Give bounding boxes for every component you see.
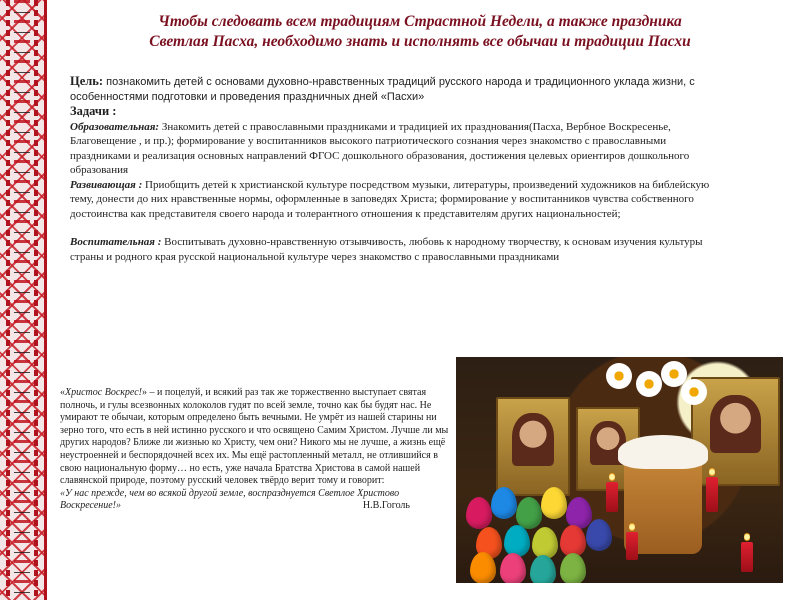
icon-face [710,395,761,453]
candle-icon [606,482,618,512]
developing-paragraph [70,178,726,222]
upbringing-text: Воспитывать духовно-нравственную отзывчивость, любовь к народному творчеству, к основам изучения культуры страны и родного края русской национальной культуре через знакомство с православными праздниками [70,236,703,263]
upbringing-paragraph [70,235,726,264]
page-title [60,12,780,52]
easter-egg-icon [530,555,556,583]
easter-egg-icon [566,497,592,529]
quote-author: Н.В.Гоголь [362,499,410,511]
quote-closing: «У нас прежде, чем во всякой другой земле, воспразднуется Светлое Христово Воскресение!» [60,487,400,512]
quote-close-mark: » [142,387,148,398]
daffodil-icon [636,371,662,397]
upbringing-label: Воспитательная : [70,236,162,248]
daffodil-icon [606,363,632,389]
easter-egg-icon [541,487,567,519]
quote-exclaim: Христос Воскрес! [65,387,143,398]
easter-egg-icon [470,552,496,583]
title-line-2: Светлая Пасха, необходимо знать и исполнять все обычаи и традиции Пасхи [149,33,691,50]
quote-open-mark: « [60,387,65,398]
easter-egg-icon [560,553,586,583]
candle-icon [741,542,753,572]
educational-label: Образовательная: [70,120,160,133]
easter-egg-icon [586,519,612,551]
easter-egg-icon [466,497,492,529]
easter-egg-icon [491,487,517,519]
developing-label: Развивающая : [70,178,143,191]
title-line-1: Чтобы следовать всем традициям Страстной Недели, а также праздника [158,13,682,30]
gogol-quote [60,387,455,513]
educational-text: Знакомить детей с православными праздниками и традицией их празднования(Пасха, Вербное Воскресенье, Благовещение , и пр.); формирование у воспитанников высокого патриотического сознания через знакомство с православными праздниками и реализация основных направлений ФГОС дошкольного образования, достижения целевых ориентиров дошкольного образования [70,120,690,176]
easter-photo [456,357,783,583]
goal-text: познакомить детей с основами духовно-нравственных традиций русского народа и традиционного уклада жизни, с особенностями подготовки и проведения праздничных дней «Пасхи» [70,76,695,103]
easter-egg-icon [504,525,530,557]
easter-egg-icon [516,497,542,529]
icon-face [512,413,554,465]
developing-text: Приобщить детей к христианской культуре посредством музыки, литературы, произведений художников на библейскую тему, донести до них нравственные нормы, оформленные в заповедях Христа; формирование у воспитанников чувства собственного достоинства как представителя своего народа и толерантного отношения к представителям других национальностей; [70,178,710,220]
goal-paragraph [70,74,726,104]
tasks-label: Задачи : [70,104,117,118]
spacer [70,221,726,235]
easter-egg-icon [532,527,558,559]
educational-paragraph [70,120,726,178]
candle-icon [626,532,638,560]
tasks-heading [70,104,726,120]
easter-egg-icon [500,553,526,583]
goal-label: Цель: [70,74,104,88]
side-ornament [0,0,47,600]
ornament-band [14,0,30,600]
quote-text: – и поцелуй, и всякий раз так же торжественно выступает святая полночь, и гулы всезвонных колоколов гудят по всей земле, точно как бы будят нас. Не умирают те обычаи, которым определено быть вечными. Не умрёт из нашей старины ни зерно того, что есть в ней истинно русского и что освящено Самим Христом. Лучше ли мы других народов? Ближе ли жизнью ко Христу, чем они? Никого мы не лучше, а жизнь ещё неустроенней и беспорядочней всех их. Мы ещё растопленный металл, не отлившийся в свою национальную форму… но есть, уже начала Братства Христова в самой нашей славянской природе, поэтому русский человек твёрдо верит тому и говорит: [60,387,449,487]
quote-body [60,387,455,488]
daffodil-icon [681,379,707,405]
candle-icon [706,477,718,512]
icon-image-left [496,397,570,496]
main-text [70,74,726,264]
